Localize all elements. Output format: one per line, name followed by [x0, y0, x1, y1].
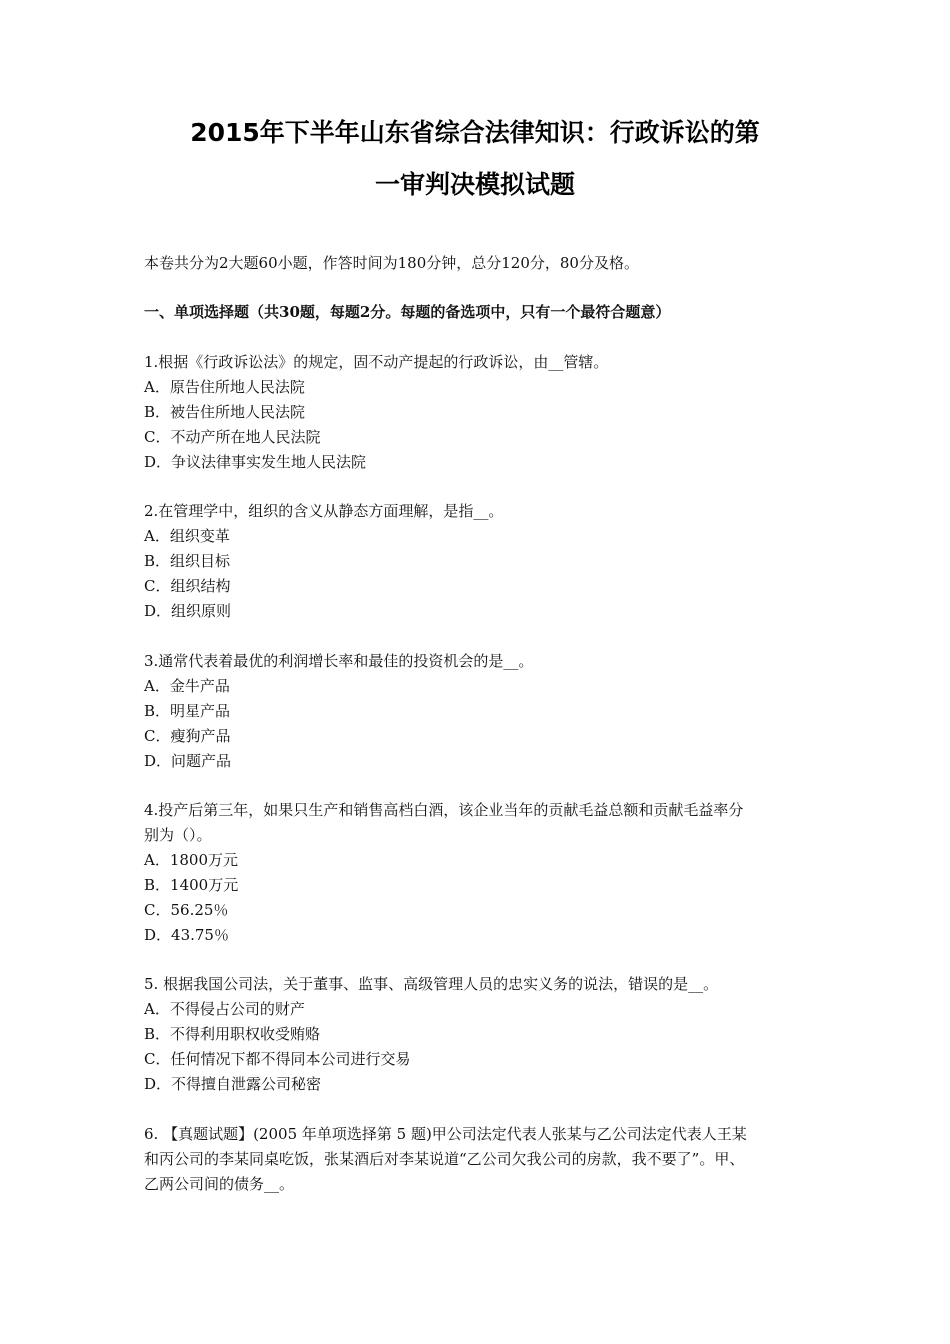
question-1-option-c: C．不动产所在地人民法院: [144, 428, 321, 446]
question-5-option-b: B．不得利用职权收受贿赂: [144, 1025, 321, 1043]
question-4-stem-line-1: 4.投产后第三年，如果只生产和销售高档白酒，该企业当年的贡献毛益总额和贡献毛益率分: [144, 801, 744, 819]
question-5-option-a: A．不得侵占公司的财产: [144, 1000, 305, 1018]
question-3-option-d: D．问题产品: [144, 752, 232, 770]
question-4-option-b: B．1400万元: [144, 876, 239, 894]
question-4-option-d: D．43.75％: [144, 926, 229, 944]
question-3-option-b: B．明星产品: [144, 702, 231, 720]
question-2-option-b: B．组织目标: [144, 552, 231, 570]
exam-intro: 本卷共分为2大题60小题，作答时间为180分钟，总分120分，80分及格。: [144, 254, 639, 272]
question-3-option-c: C．瘦狗产品: [144, 727, 231, 745]
question-1-option-d: D．争议法律事实发生地人民法院: [144, 453, 367, 471]
question-1-stem: 1.根据《行政诉讼法》的规定，固不动产提起的行政诉讼，由__管辖。: [144, 353, 609, 371]
question-6-stem-line-2: 和丙公司的李某同桌吃饭，张某酒后对李某说道“乙公司欠我公司的房款，我不要了”。甲、: [144, 1150, 745, 1168]
question-3-option-a: A．金牛产品: [144, 677, 230, 695]
question-4-option-c: C．56.25％: [144, 901, 229, 919]
question-5-option-c: C．任何情况下都不得同本公司进行交易: [144, 1050, 411, 1068]
question-1-option-b: B．被告住所地人民法院: [144, 403, 306, 421]
question-2-option-c: C．组织结构: [144, 577, 231, 595]
question-4-stem-line-2: 别为（）。: [144, 826, 212, 844]
question-4-option-a: A．1800万元: [144, 851, 239, 869]
document-title-line-1: 2015年下半年山东省综合法律知识：行政诉讼的第: [190, 118, 760, 147]
question-6-stem-line-3: 乙两公司间的债务__。: [144, 1175, 295, 1193]
section-heading: 一、单项选择题（共30题，每题2分。每题的备选项中，只有一个最符合题意）: [144, 303, 671, 321]
question-5-option-d: D．不得擅自泄露公司秘密: [144, 1075, 322, 1093]
question-6-stem-line-1: 6. 【真题试题】(2005 年单项选择第 5 题)甲公司法定代表人张某与乙公司法定代表人王某: [144, 1125, 747, 1143]
document-title-line-2: 一审判决模拟试题: [374, 170, 575, 199]
question-5-stem: 5. 根据我国公司法，关于董事、监事、高级管理人员的忠实义务的说法，错误的是__。: [144, 975, 719, 993]
question-2-option-d: D．组织原则: [144, 602, 232, 620]
question-2-stem: 2.在管理学中，组织的含义从静态方面理解，是指__。: [144, 502, 504, 520]
question-3-stem: 3.通常代表着最优的利润增长率和最佳的投资机会的是__。: [144, 652, 534, 670]
question-2-option-a: A．组织变革: [144, 527, 230, 545]
question-1-option-a: A．原告住所地人民法院: [144, 378, 305, 396]
